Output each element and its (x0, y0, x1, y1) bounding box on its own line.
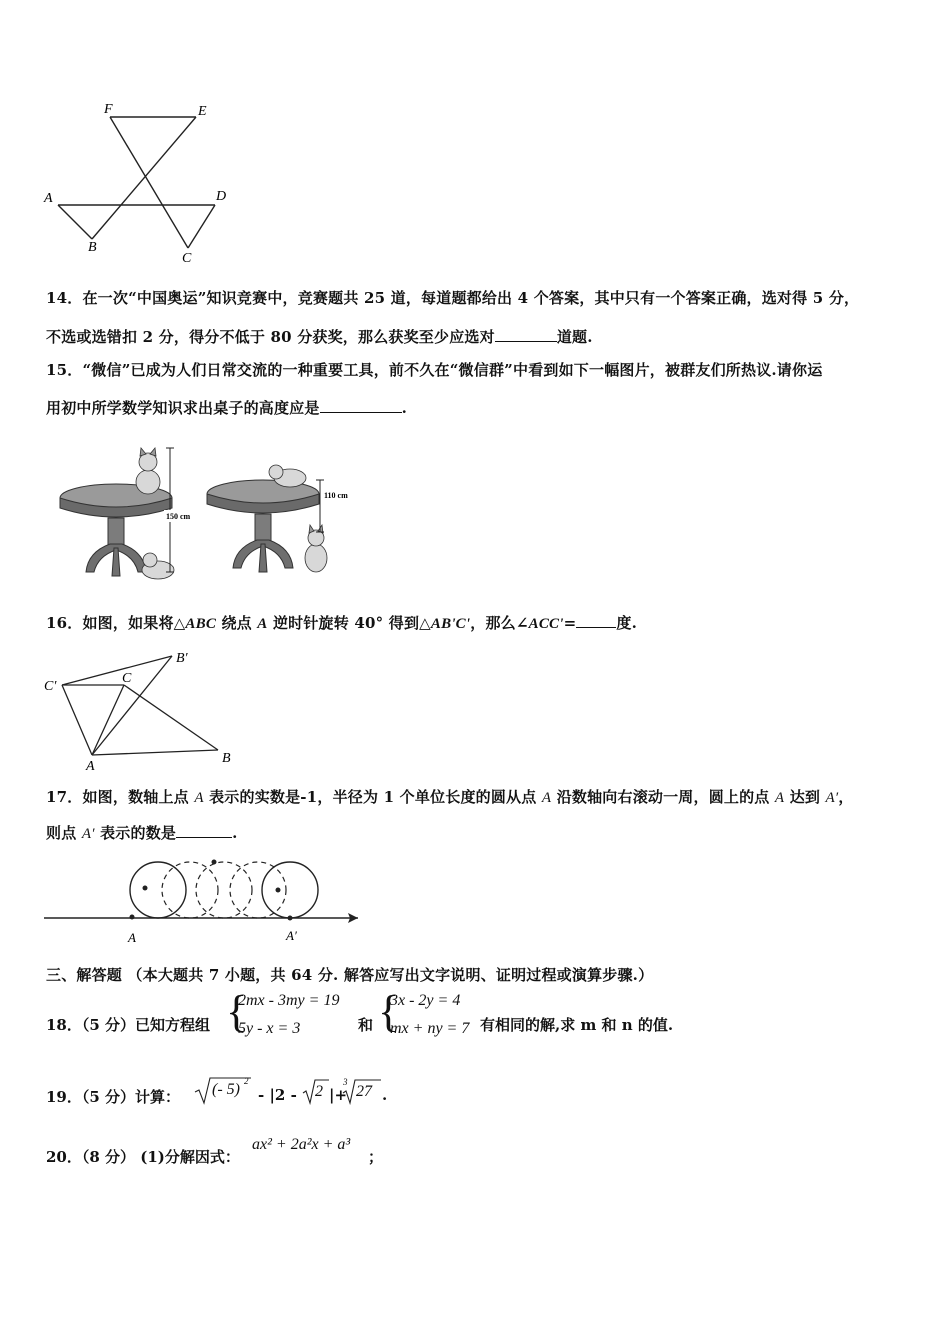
left-cat-bottom (142, 553, 174, 579)
measure-150cm: 150 cm (166, 512, 191, 521)
rotation-figure-16 (40, 642, 250, 774)
radicand-3: 27 (356, 1083, 372, 1100)
question-20-suffix: ； (368, 1148, 384, 1166)
rolling-circle-figure (40, 850, 370, 950)
geometry-figure-13 (40, 98, 240, 268)
question-15-line1: 15．“微信”已成为人们日常交流的一种重要工具，前不久在“微信群”中看到如下一幅图片，被群友们所热议.请你运 (46, 361, 823, 379)
question-19-suffix: . (382, 1086, 388, 1104)
question-18-suffix: 有相同的解,求 m 和 n 的值. (480, 1016, 674, 1034)
question-14-line1: 14．在一次“中国奥运”知识竞赛中，竞赛题共 25 道，每道题都给出 4 个答案，其中只有一个答案正确，选对得 5 分， (46, 289, 860, 307)
system-2-eq2: mx + ny = 7 (390, 1020, 470, 1037)
answer-blank-17[interactable] (176, 823, 232, 838)
label-A-prime: A′ (286, 928, 297, 943)
question-14-line2: 不选或选错扣 2 分，得分不低于 80 分获奖，那么获奖至少应选对 道题. (46, 328, 593, 346)
question-18-prefix: 18．（5 分）已知方程组 (46, 1016, 211, 1034)
system-1-eq2: 5y - x = 3 (238, 1020, 301, 1037)
exponent-1: 2 (244, 1076, 249, 1086)
question-19-mid2: |+ (329, 1086, 348, 1104)
radicand-1: (- 5) (212, 1081, 240, 1098)
label-A: A (86, 759, 95, 774)
label-F: F (104, 102, 113, 117)
question-19-mid: - |2 - (258, 1086, 297, 1104)
label-D: D (216, 189, 227, 204)
label-A: A (44, 191, 53, 206)
system-2-eq1: 3x - 2y = 4 (390, 992, 461, 1009)
right-table (207, 480, 319, 572)
table-cat-picture (58, 440, 368, 585)
system-2-brace: { (378, 987, 400, 1036)
and-text: 和 (358, 1016, 374, 1034)
label-A: A (128, 930, 136, 945)
measure-110cm: 110 cm (324, 491, 348, 500)
label-B-prime: B′ (176, 651, 188, 666)
label-E: E (198, 104, 207, 119)
label-B: B (88, 240, 97, 255)
answer-blank-14[interactable] (495, 327, 557, 342)
answer-blank-16[interactable] (576, 613, 616, 628)
label-B: B (222, 751, 231, 766)
label-C: C (122, 671, 132, 686)
question-16: 16．如图，如果将△ABC 绕点 A 逆时针旋转 40° 得到△AB'C'，那么∠ACC'= 度. (46, 614, 638, 632)
system-1-eq1: 2mx - 3my = 19 (238, 992, 340, 1009)
radicand-2: 2 (315, 1083, 323, 1100)
system-1-brace: { (226, 987, 248, 1036)
label-C: C (182, 251, 192, 266)
section-3-heading: 三、解答题 （本大题共 7 小题，共 64 分. 解答应写出文字说明、证明过程或演算步骤.） (46, 966, 654, 984)
label-C-prime: C′ (44, 679, 57, 694)
left-cat-top (136, 448, 160, 494)
question-20-expression: ax² + 2a²x + a³ (252, 1136, 351, 1153)
question-17-line1: 17．如图，数轴上点 A 表示的实数是-1，半径为 1 个单位长度的圆从点 A 沿数轴向右滚动一周，圆上的点 A 达到 A′， (46, 788, 854, 806)
question-20-prefix: 20．（8 分） (1)分解因式： (46, 1148, 240, 1166)
question-19-prefix: 19．（5 分）计算： (46, 1088, 181, 1106)
answer-blank-15[interactable] (320, 398, 402, 413)
cube-root-index: 3 (343, 1077, 348, 1087)
question-15-line2: 用初中所学数学知识求出桌子的高度应是 . (46, 399, 408, 417)
question-17-line2: 则点 A′ 表示的数是 . (46, 824, 238, 842)
